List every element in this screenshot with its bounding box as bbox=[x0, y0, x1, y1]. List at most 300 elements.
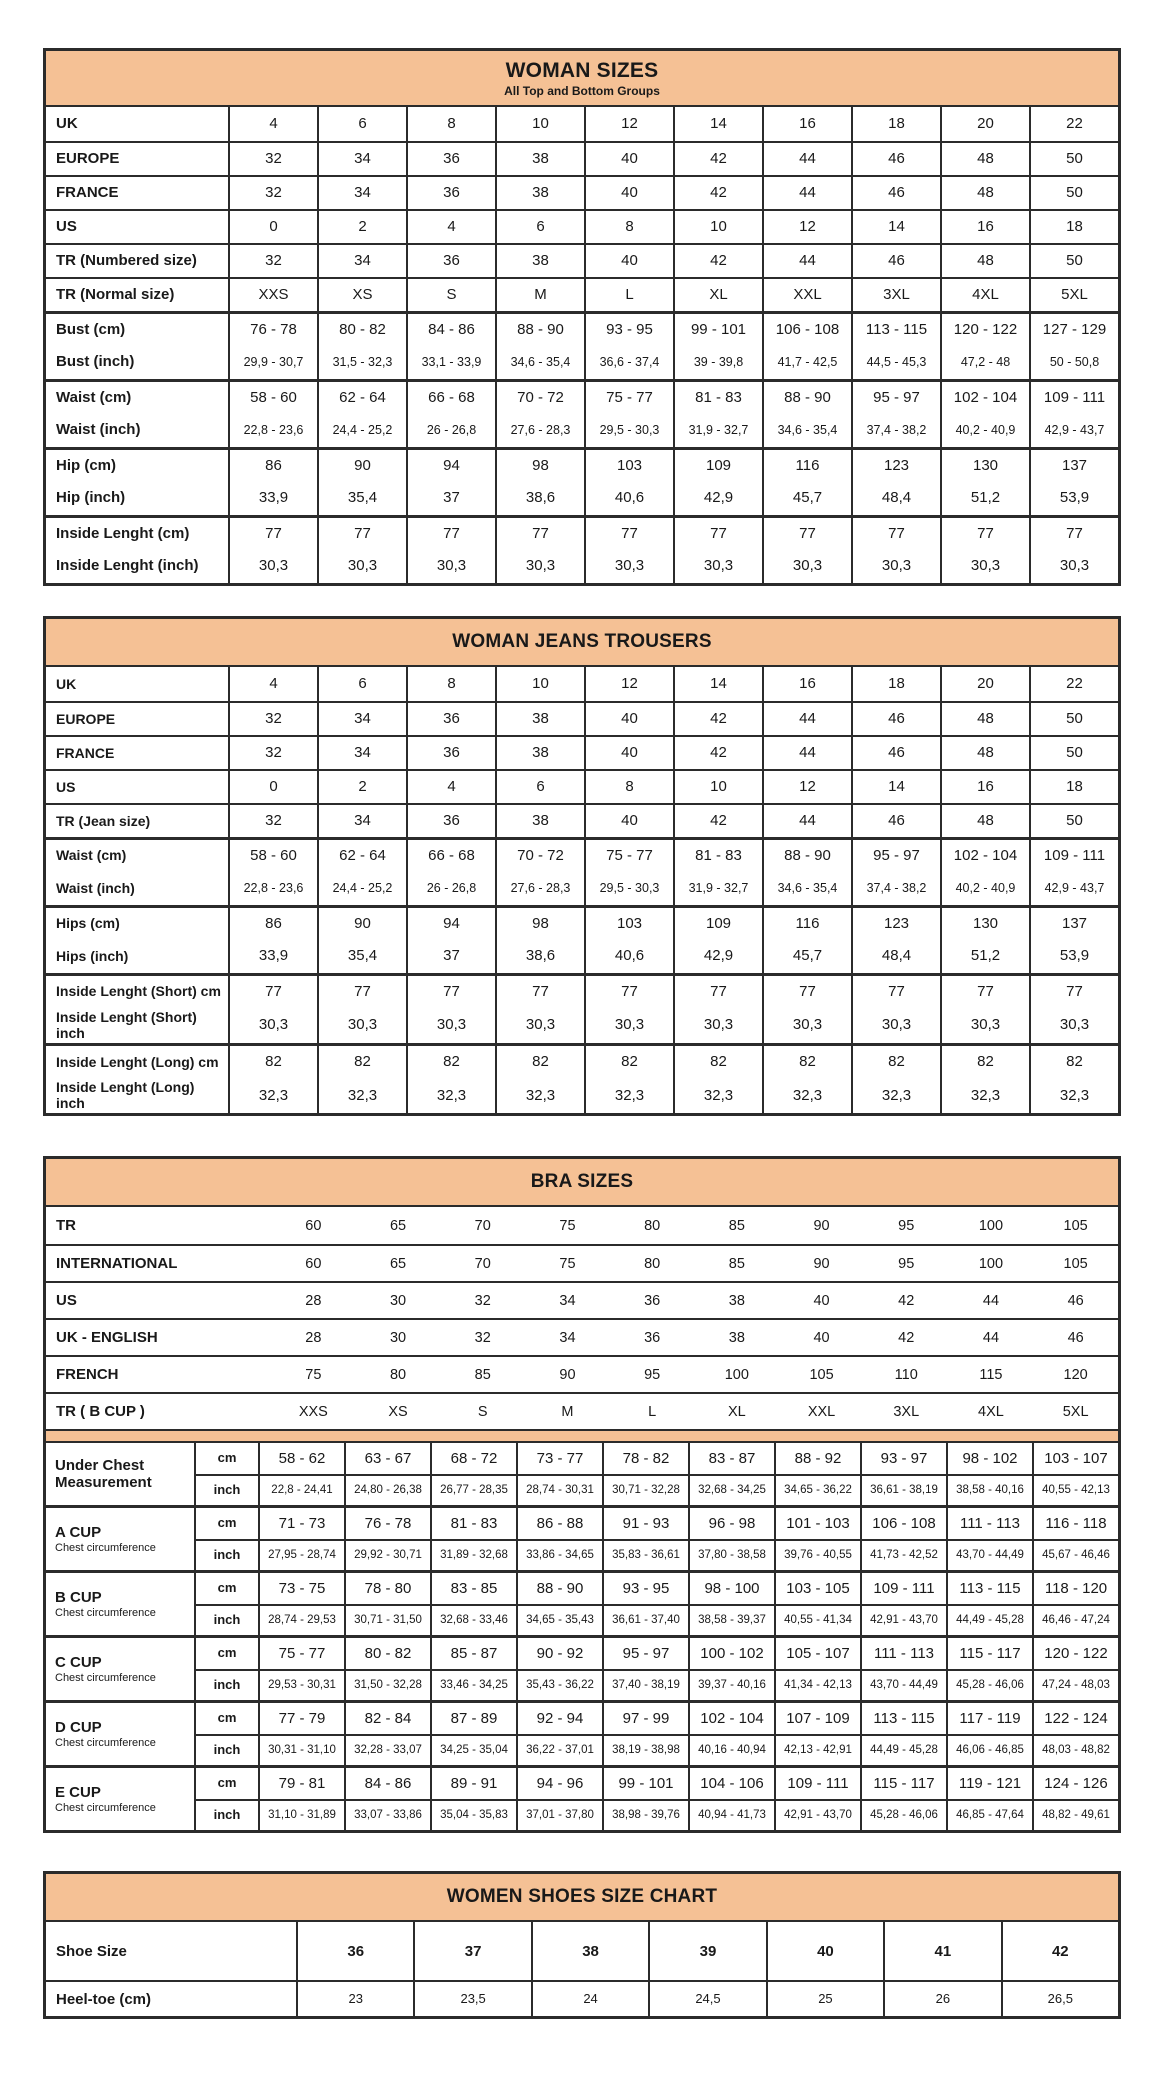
cell-value: 82 bbox=[584, 1046, 673, 1077]
cell-value: 32,3 bbox=[940, 1077, 1029, 1113]
woman-sizes-table bbox=[43, 48, 1121, 586]
cell-value: 31,50 - 32,28 bbox=[344, 1669, 430, 1700]
cell-value: 107 - 109 bbox=[774, 1703, 860, 1734]
cell-value: 5XL bbox=[1062, 1403, 1089, 1420]
cell-value: 44,5 - 45,3 bbox=[851, 345, 940, 379]
cell-value: 0 bbox=[228, 771, 317, 803]
unit-label: cm bbox=[194, 1703, 258, 1734]
table-row bbox=[46, 905, 1118, 939]
cell-value: 40 bbox=[584, 737, 673, 769]
cup-label bbox=[46, 1508, 194, 1570]
table-row bbox=[46, 939, 1118, 973]
cell-value: 30,3 bbox=[228, 1007, 317, 1043]
cell-value: XS bbox=[317, 279, 406, 311]
cell-value: 30,3 bbox=[1029, 549, 1118, 583]
row-label: Inside Lenght (cm) bbox=[56, 524, 190, 542]
cell-value: 32,3 bbox=[495, 1077, 584, 1113]
cup-label-main: A CUP bbox=[55, 1523, 102, 1541]
cell-value: 88 - 90 bbox=[495, 314, 584, 345]
cell-value: 31,9 - 32,7 bbox=[673, 413, 762, 447]
cell-value: 6 bbox=[495, 211, 584, 243]
cell-value: 81 - 83 bbox=[673, 840, 762, 871]
cell-value: 29,9 - 30,7 bbox=[228, 345, 317, 379]
cell-value: 34,6 - 35,4 bbox=[762, 413, 851, 447]
cell-value: 30,3 bbox=[762, 549, 851, 583]
cell-value: 30,3 bbox=[940, 549, 1029, 583]
table-row bbox=[46, 107, 1118, 141]
cell-value: 31,89 - 32,68 bbox=[430, 1539, 516, 1570]
cell-value: 39,76 - 40,55 bbox=[774, 1539, 860, 1570]
cell-value: 75 - 77 bbox=[584, 382, 673, 413]
cell-value: 32,3 bbox=[851, 1077, 940, 1113]
cell-value: M bbox=[495, 279, 584, 311]
cell-value: 24 bbox=[531, 1982, 648, 2016]
cell-value: 32 bbox=[228, 805, 317, 837]
cell-value: 42,13 - 42,91 bbox=[774, 1734, 860, 1765]
cell-value: 35,43 - 36,22 bbox=[516, 1669, 602, 1700]
cell-value: 115 bbox=[979, 1366, 1003, 1383]
cell-value: 36 bbox=[406, 245, 495, 277]
cell-value: 105 bbox=[809, 1366, 834, 1383]
cell-value: 82 bbox=[940, 1046, 1029, 1077]
cell-value: 24,5 bbox=[648, 1982, 765, 2016]
row-label: Hip (cm) bbox=[56, 456, 116, 474]
cell-value: 77 bbox=[495, 518, 584, 549]
cell-value: 42 bbox=[673, 703, 762, 735]
unit-label: cm bbox=[194, 1443, 258, 1474]
cell-value: 38 bbox=[495, 703, 584, 735]
cell-value: 95 bbox=[898, 1217, 915, 1234]
cell-value: 98 - 102 bbox=[946, 1443, 1032, 1474]
cell-value: 33,9 bbox=[228, 939, 317, 973]
cell-value: 35,83 - 36,61 bbox=[602, 1539, 688, 1570]
table-row bbox=[46, 973, 1118, 1007]
cell-value: 18 bbox=[1029, 771, 1118, 803]
table-row bbox=[46, 345, 1118, 379]
cell-value: 26,5 bbox=[1001, 1982, 1118, 2016]
cell-value: 84 - 86 bbox=[344, 1768, 430, 1799]
cell-value: 12 bbox=[762, 211, 851, 243]
cell-value: 105 - 107 bbox=[774, 1638, 860, 1669]
cell-value: 40 bbox=[584, 177, 673, 209]
cell-value: 48 bbox=[940, 143, 1029, 175]
women-shoes-table bbox=[43, 1871, 1121, 2019]
cell-value: 39 bbox=[648, 1922, 765, 1980]
row-label: TR ( B CUP ) bbox=[56, 1403, 145, 1421]
unit-label: inch bbox=[194, 1734, 258, 1765]
women-shoes-header bbox=[46, 1874, 1118, 1922]
cell-value: 36,61 - 37,40 bbox=[602, 1604, 688, 1635]
cell-value: 85 bbox=[728, 1255, 745, 1272]
cell-value: 95 - 97 bbox=[602, 1638, 688, 1669]
cell-value: 90 - 92 bbox=[516, 1638, 602, 1669]
cell-value: 44,49 - 45,28 bbox=[860, 1734, 946, 1765]
table-row bbox=[46, 1355, 1118, 1392]
cell-value: 30,3 bbox=[1029, 1007, 1118, 1043]
cell-value: 103 bbox=[584, 908, 673, 939]
row-label: INTERNATIONAL bbox=[56, 1255, 178, 1273]
cell-value: 32,3 bbox=[762, 1077, 851, 1113]
cell-value: 34 bbox=[317, 177, 406, 209]
cell-value: 37,80 - 38,58 bbox=[688, 1539, 774, 1570]
table-row bbox=[46, 277, 1118, 311]
cell-value: 104 - 106 bbox=[688, 1768, 774, 1799]
unit-label: cm bbox=[194, 1768, 258, 1799]
cell-value: 16 bbox=[940, 211, 1029, 243]
row-label: FRANCE bbox=[56, 184, 119, 202]
cell-value: 18 bbox=[851, 107, 940, 141]
cell-value: 30,3 bbox=[584, 549, 673, 583]
cell-value: 58 - 60 bbox=[228, 840, 317, 871]
cell-value: 46 bbox=[851, 703, 940, 735]
women-shoes-title: WOMEN SHOES SIZE CHART bbox=[446, 1886, 718, 1908]
cell-value: 32,68 - 33,46 bbox=[430, 1604, 516, 1635]
table-row bbox=[46, 1244, 1118, 1281]
cell-value: 94 bbox=[406, 450, 495, 481]
cell-value: 36 bbox=[406, 703, 495, 735]
cell-value: 77 bbox=[228, 518, 317, 549]
cell-value: 33,07 - 33,86 bbox=[344, 1799, 430, 1830]
cell-value: 44 bbox=[982, 1329, 1000, 1346]
table-row bbox=[46, 1980, 1118, 2016]
cell-value: 95 bbox=[644, 1366, 661, 1383]
table-row bbox=[46, 175, 1118, 209]
cell-value: 47,24 - 48,03 bbox=[1032, 1669, 1118, 1700]
cell-value: 20 bbox=[940, 667, 1029, 701]
cell-value: 80 bbox=[644, 1255, 661, 1272]
cell-value: 62 - 64 bbox=[317, 840, 406, 871]
cell-value: 30,3 bbox=[317, 1007, 406, 1043]
cell-value: 3XL bbox=[893, 1403, 920, 1420]
cell-value: 6 bbox=[495, 771, 584, 803]
cell-value: 95 - 97 bbox=[851, 382, 940, 413]
cell-value: 46 bbox=[851, 177, 940, 209]
cell-value: 38,6 bbox=[495, 939, 584, 973]
cell-value: 29,5 - 30,3 bbox=[584, 871, 673, 905]
cell-value: 116 - 118 bbox=[1032, 1508, 1118, 1539]
cell-value: 28,74 - 30,31 bbox=[516, 1474, 602, 1505]
cell-value: 71 - 73 bbox=[258, 1508, 344, 1539]
cell-value: 40,16 - 40,94 bbox=[688, 1734, 774, 1765]
cell-value: 32,3 bbox=[406, 1077, 495, 1113]
cell-value: 53,9 bbox=[1029, 481, 1118, 515]
cell-value: 53,9 bbox=[1029, 939, 1118, 973]
cell-value: 50 bbox=[1029, 737, 1118, 769]
cell-value: 31,10 - 31,89 bbox=[258, 1799, 344, 1830]
row-label: UK bbox=[56, 675, 77, 692]
cell-value: 42 bbox=[898, 1292, 915, 1309]
cell-value: 28 bbox=[305, 1329, 322, 1346]
cell-value: 29,92 - 30,71 bbox=[344, 1539, 430, 1570]
cell-value: 32 bbox=[228, 143, 317, 175]
cell-value: 45,7 bbox=[762, 939, 851, 973]
cell-value: XS bbox=[388, 1403, 408, 1420]
cell-value: 32 bbox=[228, 245, 317, 277]
cell-value: L bbox=[648, 1403, 657, 1420]
cell-value: 41,73 - 42,52 bbox=[860, 1539, 946, 1570]
table-row bbox=[46, 1318, 1118, 1355]
cell-value: 118 - 120 bbox=[1032, 1573, 1118, 1604]
cup-label bbox=[46, 1703, 194, 1765]
table-row bbox=[46, 1922, 1118, 1980]
cell-value: 36 bbox=[644, 1329, 661, 1346]
cup-label-sub: Chest circumference bbox=[55, 1541, 156, 1554]
table-row bbox=[46, 549, 1118, 583]
cell-value: 30,3 bbox=[851, 1007, 940, 1043]
size-chart-page bbox=[0, 48, 1164, 2096]
cell-value: 38 bbox=[495, 245, 584, 277]
cell-value: 48,4 bbox=[851, 481, 940, 515]
cell-value: 78 - 80 bbox=[344, 1573, 430, 1604]
cell-value: 4 bbox=[228, 667, 317, 701]
cell-value: 10 bbox=[495, 667, 584, 701]
bra-cup-group bbox=[46, 1505, 1118, 1570]
row-label: Heel-toe (cm) bbox=[56, 1990, 152, 2008]
cell-value: 42,9 bbox=[673, 481, 762, 515]
woman-sizes-subtitle: All Top and Bottom Groups bbox=[504, 84, 660, 98]
row-label: EUROPE bbox=[56, 710, 116, 727]
cell-value: XL bbox=[673, 279, 762, 311]
cup-label-sub: Chest circumference bbox=[55, 1736, 156, 1749]
cell-value: 34,65 - 36,22 bbox=[774, 1474, 860, 1505]
cup-label bbox=[46, 1768, 194, 1830]
cell-value: 40,55 - 42,13 bbox=[1032, 1474, 1118, 1505]
cell-value: 36 bbox=[296, 1922, 413, 1980]
cell-value: 109 bbox=[673, 908, 762, 939]
cell-value: 44 bbox=[762, 805, 851, 837]
cell-value: 63 - 67 bbox=[344, 1443, 430, 1474]
cell-value: 20 bbox=[940, 107, 1029, 141]
cell-value: 77 bbox=[317, 976, 406, 1007]
cell-value: 77 bbox=[673, 518, 762, 549]
woman-jeans-body bbox=[46, 667, 1118, 1113]
cell-value: 32,3 bbox=[317, 1077, 406, 1113]
cell-value: 66 - 68 bbox=[406, 840, 495, 871]
table-row bbox=[46, 701, 1118, 735]
row-label: US bbox=[56, 778, 76, 795]
cell-value: 12 bbox=[584, 667, 673, 701]
bra-divider-strip bbox=[46, 1429, 1118, 1443]
cell-value: 117 - 119 bbox=[946, 1703, 1032, 1734]
cell-value: 82 bbox=[495, 1046, 584, 1077]
cell-value: 45,7 bbox=[762, 481, 851, 515]
cell-value: 75 bbox=[305, 1366, 322, 1383]
cell-value: 33,46 - 34,25 bbox=[430, 1669, 516, 1700]
cell-value: 38 bbox=[495, 177, 584, 209]
cell-value: 35,4 bbox=[317, 481, 406, 515]
row-label: Waist (inch) bbox=[56, 879, 135, 896]
row-label: UK - ENGLISH bbox=[56, 1329, 158, 1347]
cell-value: 32 bbox=[474, 1329, 491, 1346]
bra-sizes-title: BRA SIZES bbox=[530, 1171, 634, 1193]
cell-value: 91 - 93 bbox=[602, 1508, 688, 1539]
cell-value: 30,3 bbox=[406, 1007, 495, 1043]
cell-value: 83 - 87 bbox=[688, 1443, 774, 1474]
cell-value: 42 bbox=[673, 143, 762, 175]
cell-value: 88 - 90 bbox=[762, 840, 851, 871]
cell-value: 30,31 - 31,10 bbox=[258, 1734, 344, 1765]
cell-value: 36 bbox=[406, 737, 495, 769]
cell-value: 77 bbox=[762, 976, 851, 1007]
cell-value: 50 bbox=[1029, 245, 1118, 277]
cup-label-sub: Chest circumference bbox=[55, 1801, 156, 1814]
row-label: Waist (cm) bbox=[56, 388, 132, 406]
cell-value: 38,6 bbox=[495, 481, 584, 515]
table-row bbox=[46, 413, 1118, 447]
cell-value: 44 bbox=[982, 1292, 1000, 1309]
cell-value: 116 bbox=[762, 450, 851, 481]
row-label: UK bbox=[56, 115, 78, 133]
cup-label-main: Under Chest Measurement bbox=[55, 1457, 152, 1492]
woman-sizes-header bbox=[46, 51, 1118, 107]
table-row bbox=[46, 735, 1118, 769]
cell-value: 38,19 - 38,98 bbox=[602, 1734, 688, 1765]
cell-value: 40 bbox=[584, 143, 673, 175]
cell-value: 5XL bbox=[1029, 279, 1118, 311]
cell-value: 16 bbox=[762, 107, 851, 141]
bra-cup-group bbox=[46, 1765, 1118, 1830]
cell-value: 89 - 91 bbox=[430, 1768, 516, 1799]
cell-value: 37,4 - 38,2 bbox=[851, 413, 940, 447]
cell-value: 95 - 97 bbox=[851, 840, 940, 871]
cell-value: 50 bbox=[1029, 805, 1118, 837]
cell-value: 60 bbox=[305, 1255, 322, 1272]
cell-value: 120 bbox=[1063, 1366, 1088, 1383]
cell-value: 48,4 bbox=[851, 939, 940, 973]
cell-value: 40,94 - 41,73 bbox=[688, 1799, 774, 1830]
cell-value: 23,5 bbox=[413, 1982, 530, 2016]
cell-value: 10 bbox=[495, 107, 584, 141]
woman-jeans-title: WOMAN JEANS TROUSERS bbox=[452, 631, 712, 652]
cell-value: 101 - 103 bbox=[774, 1508, 860, 1539]
table-row bbox=[46, 1281, 1118, 1318]
cell-value: 106 - 108 bbox=[762, 314, 851, 345]
cell-value: 44 bbox=[762, 737, 851, 769]
cell-value: 98 bbox=[495, 450, 584, 481]
table-row bbox=[46, 871, 1118, 905]
unit-label: inch bbox=[194, 1799, 258, 1830]
cell-value: 73 - 75 bbox=[258, 1573, 344, 1604]
cell-value: 22 bbox=[1029, 667, 1118, 701]
cell-value: 42 bbox=[1001, 1922, 1118, 1980]
table-row bbox=[46, 1043, 1118, 1077]
cell-value: 46 bbox=[851, 245, 940, 277]
cell-value: 48 bbox=[940, 805, 1029, 837]
woman-sizes-body bbox=[46, 107, 1118, 583]
cell-value: 40 bbox=[584, 245, 673, 277]
cell-value: S bbox=[477, 1403, 488, 1420]
cell-value: 42 bbox=[673, 737, 762, 769]
cell-value: 116 bbox=[762, 908, 851, 939]
cell-value: XXS bbox=[298, 1403, 328, 1420]
cell-value: 80 - 82 bbox=[344, 1638, 430, 1669]
cell-value: 93 - 95 bbox=[602, 1573, 688, 1604]
cell-value: 34 bbox=[317, 245, 406, 277]
cell-value: 86 bbox=[228, 450, 317, 481]
table-row bbox=[46, 243, 1118, 277]
cell-value: 22,8 - 23,6 bbox=[228, 413, 317, 447]
row-label: Bust (cm) bbox=[56, 320, 126, 338]
cell-value: 14 bbox=[673, 667, 762, 701]
cell-value: 30,3 bbox=[317, 549, 406, 583]
table-row bbox=[46, 1077, 1118, 1113]
cell-value: 40 bbox=[813, 1329, 830, 1346]
cell-value: 40 bbox=[584, 805, 673, 837]
table-row bbox=[46, 837, 1118, 871]
cell-value: 122 - 124 bbox=[1032, 1703, 1118, 1734]
cell-value: 46,85 - 47,64 bbox=[946, 1799, 1032, 1830]
cell-value: 50 bbox=[1029, 703, 1118, 735]
table-row bbox=[46, 515, 1118, 549]
cell-value: 26 bbox=[883, 1982, 1000, 2016]
cell-value: 68 - 72 bbox=[430, 1443, 516, 1474]
row-label: Hips (cm) bbox=[56, 915, 120, 932]
row-label: Inside Lenght (Short) inch bbox=[56, 1009, 197, 1042]
cell-value: 6 bbox=[317, 107, 406, 141]
row-label: Inside Lenght (inch) bbox=[56, 557, 199, 575]
cell-value: 81 - 83 bbox=[430, 1508, 516, 1539]
cell-value: 42,9 - 43,7 bbox=[1029, 871, 1118, 905]
cell-value: 94 bbox=[406, 908, 495, 939]
cell-value: 10 bbox=[673, 211, 762, 243]
cell-value: 100 bbox=[978, 1217, 1004, 1234]
cell-value: 113 - 115 bbox=[860, 1703, 946, 1734]
cell-value: 6 bbox=[317, 667, 406, 701]
cell-value: 4 bbox=[406, 771, 495, 803]
cup-label-main: C CUP bbox=[55, 1653, 102, 1671]
cell-value: 37,4 - 38,2 bbox=[851, 871, 940, 905]
cell-value: 32,3 bbox=[673, 1077, 762, 1113]
cell-value: 34 bbox=[317, 143, 406, 175]
cell-value: 36,22 - 37,01 bbox=[516, 1734, 602, 1765]
cell-value: 77 - 79 bbox=[258, 1703, 344, 1734]
cell-value: 30 bbox=[389, 1329, 407, 1346]
cell-value: 2 bbox=[317, 771, 406, 803]
cell-value: 82 bbox=[1029, 1046, 1118, 1077]
cell-value: 130 bbox=[940, 450, 1029, 481]
cell-value: 42,91 - 43,70 bbox=[860, 1604, 946, 1635]
cell-value: 30,3 bbox=[406, 549, 495, 583]
row-label: FRENCH bbox=[56, 1366, 119, 1384]
table-row bbox=[46, 209, 1118, 243]
cell-value: 70 bbox=[474, 1255, 491, 1272]
cell-value: 77 bbox=[584, 518, 673, 549]
cell-value: 48 bbox=[940, 245, 1029, 277]
cell-value: 46 bbox=[851, 805, 940, 837]
cell-value: 33,86 - 34,65 bbox=[516, 1539, 602, 1570]
cell-value: 27,6 - 28,3 bbox=[495, 413, 584, 447]
cell-value: 77 bbox=[584, 976, 673, 1007]
cell-value: 38 bbox=[728, 1329, 745, 1346]
cell-value: 28,74 - 29,53 bbox=[258, 1604, 344, 1635]
cell-value: 34 bbox=[317, 737, 406, 769]
cell-value: 33,1 - 33,9 bbox=[406, 345, 495, 379]
cell-value: 113 - 115 bbox=[851, 314, 940, 345]
cell-value: 86 - 88 bbox=[516, 1508, 602, 1539]
cell-value: 82 bbox=[673, 1046, 762, 1077]
cell-value: 48,03 - 48,82 bbox=[1032, 1734, 1118, 1765]
cup-label-sub: Chest circumference bbox=[55, 1606, 156, 1619]
cell-value: 38,58 - 39,37 bbox=[688, 1604, 774, 1635]
cell-value: 120 - 122 bbox=[1032, 1638, 1118, 1669]
cell-value: 100 bbox=[724, 1366, 749, 1383]
woman-sizes-title: WOMAN SIZES bbox=[505, 59, 659, 82]
table-row bbox=[46, 1392, 1118, 1429]
cell-value: 28 bbox=[305, 1292, 322, 1309]
cell-value: 84 - 86 bbox=[406, 314, 495, 345]
cell-value: 39,37 - 40,16 bbox=[688, 1669, 774, 1700]
cell-value: 30,3 bbox=[495, 549, 584, 583]
